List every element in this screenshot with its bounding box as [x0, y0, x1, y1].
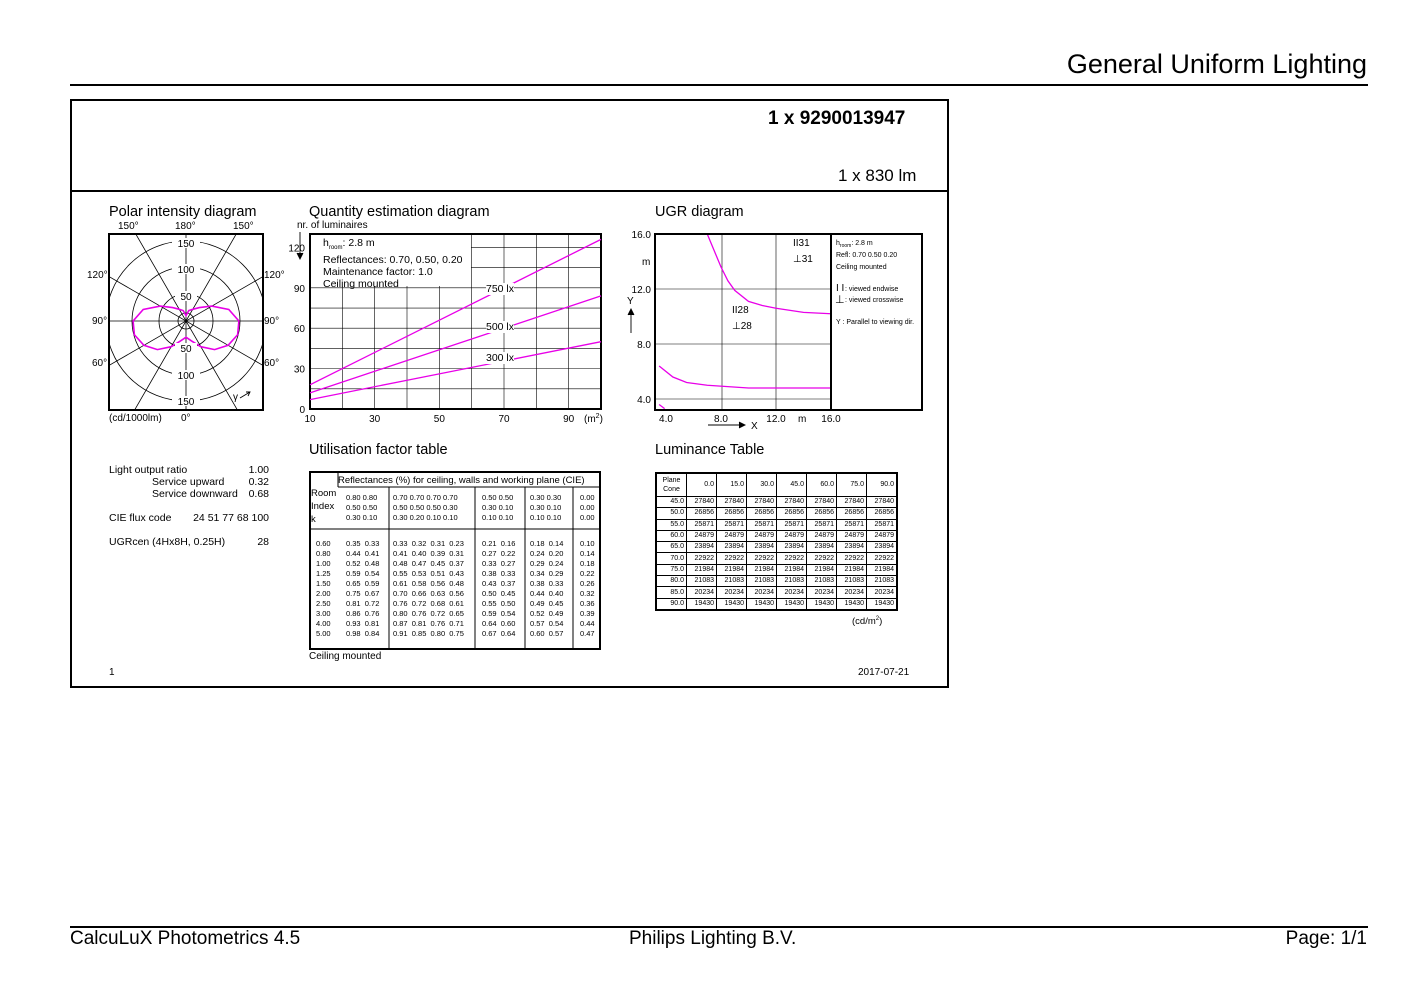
uf-cell: 0.43 0.37: [482, 579, 516, 588]
luminance-cone-cell: 90.0: [656, 598, 687, 610]
luminance-row: [656, 542, 897, 553]
uf-cell: 0.18 0.14: [530, 539, 564, 548]
uf-cell: 0.76 0.72 0.68 0.61: [393, 599, 464, 608]
luminance-value-cell: 24879: [687, 530, 717, 541]
luminance-value-cell: 21984: [717, 564, 747, 575]
panel-date: 2017-07-21: [858, 667, 910, 678]
luminance-value-cell: 20234: [687, 587, 717, 598]
polar-title: Polar intensity diagram: [109, 204, 257, 220]
uf-group-3: [482, 539, 515, 639]
luminance-table: [655, 472, 898, 611]
luminance-title: Luminance Table: [655, 442, 765, 458]
spec-label-lor: Light output ratio: [109, 464, 188, 476]
luminance-value-cell: 25871: [837, 519, 867, 530]
spec-value-cie: 24 51 77 68 100: [193, 512, 269, 524]
quantity-series-1: [310, 296, 601, 393]
luminance-value-cell: 22922: [717, 553, 747, 564]
luminance-value-cell: 19430: [837, 598, 867, 610]
luminance-row: [656, 519, 897, 530]
ugr-legend-endwise: : viewed endwise: [845, 286, 899, 293]
polar-diagram: [80, 216, 290, 428]
uf-cell: 0.64 0.60: [482, 619, 516, 628]
luminance-value-cell: 27840: [807, 497, 837, 508]
luminance-value-cell: 21984: [837, 564, 867, 575]
uf-cell: 0.36: [580, 599, 595, 608]
quantity-ytick-90: 90: [293, 283, 305, 295]
luminance-value-cell: 23894: [777, 542, 807, 553]
luminance-plane-header: 60.0: [807, 473, 837, 497]
luminance-value-cell: 26856: [837, 508, 867, 519]
luminance-value-cell: 22922: [687, 553, 717, 564]
ugr-curve-1: [659, 366, 831, 388]
uf-cell: 0.86 0.76: [346, 609, 380, 618]
luminance-value-cell: 20234: [777, 587, 807, 598]
refl-group-3: 0.50 0.50 0.30 0.10 0.10 0.10: [482, 493, 514, 522]
uf-cell: 0.52 0.49: [530, 609, 564, 618]
luminance-value-cell: 22922: [747, 553, 777, 564]
luminance-row: [656, 598, 897, 610]
luminance-value-cell: 26856: [717, 508, 747, 519]
ugr-ytick-12: 12.0: [631, 285, 651, 296]
uf-cell: 0.93 0.81: [346, 619, 380, 628]
luminance-cone-cell: 70.0: [656, 553, 687, 564]
uf-cell: 0.22: [580, 569, 595, 578]
angle-top-center: 180°: [175, 221, 196, 232]
luminance-value-cell: 27840: [867, 497, 898, 508]
uf-cell: 0.59 0.54: [346, 569, 380, 578]
up-arrow-icon: [628, 309, 634, 333]
uf-cell: 0.61 0.58 0.56 0.48: [393, 579, 464, 588]
uf-cell: 0.57 0.54: [530, 619, 564, 628]
ugr-legend-endwise-symbol: I I: [836, 283, 845, 294]
luminance-value-cell: 24879: [747, 530, 777, 541]
footer-software: CalcuLuX Photometrics 4.5: [70, 928, 301, 949]
ugr-xtick-12: 12.0: [766, 414, 786, 425]
luminance-unit: $(cd/m^2)$: [852, 616, 883, 628]
header-rule: [70, 84, 1368, 86]
series-label-500: 500 lx: [486, 321, 515, 333]
gamma-symbol: γ: [233, 392, 238, 403]
luminance-value-cell: 27840: [777, 497, 807, 508]
ring-label-50-top: 50: [180, 292, 192, 303]
luminance-row: [656, 497, 897, 508]
uf-cell: 0.47: [580, 629, 595, 638]
room-index-value: 2.00: [316, 589, 331, 598]
luminance-row: [656, 587, 897, 598]
luminance-value-cell: 23894: [837, 542, 867, 553]
luminance-value-cell: 26856: [687, 508, 717, 519]
luminance-value-cell: 22922: [837, 553, 867, 564]
uf-cell: 0.35 0.33: [346, 539, 380, 548]
luminance-plane-header: 15.0: [717, 473, 747, 497]
luminance-row: [656, 530, 897, 541]
ugr-x-axis-label: X: [751, 421, 758, 432]
panel-divider: [70, 190, 949, 192]
luminance-value-cell: 25871: [717, 519, 747, 530]
uf-cell: 0.21 0.16: [482, 539, 516, 548]
ring-label-100-bottom: 100: [177, 371, 195, 382]
uf-cell: 0.59 0.54: [482, 609, 516, 618]
series-label-300: 300 lx: [486, 352, 515, 364]
uf-cell: 0.55 0.50: [482, 599, 516, 608]
ugr-label-crosswise-28: ⊥28: [732, 321, 752, 332]
luminance-cone-cell: 60.0: [656, 530, 687, 541]
room-index-value: 2.50: [316, 599, 331, 608]
ugr-ytick-16: 16.0: [631, 230, 651, 241]
quantity-xtick-50: 50: [433, 414, 445, 425]
quantity-xtick-30: 30: [369, 414, 381, 425]
uf-cell: 0.39: [580, 609, 595, 618]
quantity-title: Quantity estimation diagram: [309, 204, 490, 220]
luminance-value-cell: 21083: [807, 576, 837, 587]
luminance-value-cell: 20234: [867, 587, 898, 598]
luminance-plane-header: 90.0: [867, 473, 898, 497]
luminance-value-cell: 21083: [837, 576, 867, 587]
info-mounting: Ceiling mounted: [323, 278, 399, 291]
uf-cell: 0.18: [580, 559, 595, 568]
luminance-value-cell: 19430: [687, 598, 717, 610]
ugr-xtick-4: 4.0: [659, 414, 673, 425]
uf-cell: 0.48 0.47 0.45 0.37: [393, 559, 464, 568]
uf-group-1: [346, 539, 379, 639]
uf-cell: 0.41 0.40 0.39 0.31: [393, 549, 464, 558]
ugr-x-unit: m: [798, 414, 807, 425]
luminance-value-cell: 25871: [747, 519, 777, 530]
uf-cell: 0.44 0.40: [530, 589, 564, 598]
uf-cell: 0.91 0.85 0.80 0.75: [393, 629, 464, 638]
room-index-value: 1.50: [316, 579, 331, 588]
uf-cell: 0.75 0.67: [346, 589, 380, 598]
uf-cell: 0.29 0.24: [530, 559, 564, 568]
ugr-chart: [620, 226, 930, 432]
luminance-cone-cell: 45.0: [656, 497, 687, 508]
ugr-label-crosswise-31: ⊥31: [793, 254, 813, 265]
quantity-ylabel: nr. of luminaires: [297, 220, 368, 231]
luminance-cone-cell: 80.0: [656, 576, 687, 587]
luminance-value-cell: 22922: [867, 553, 898, 564]
luminance-value-cell: 26856: [777, 508, 807, 519]
luminance-row: [656, 553, 897, 564]
spec-label-ugr: UGRcen (4Hx8H, 0.25H): [109, 536, 226, 548]
room-index-header: Room Index k: [311, 488, 337, 525]
uf-cell: 0.33 0.32 0.31 0.23: [393, 539, 464, 548]
luminance-cone-cell: 65.0: [656, 542, 687, 553]
quantity-x-unit: $(m^2)$: [584, 413, 603, 425]
luminance-value-cell: 23894: [717, 542, 747, 553]
refl-group-1: 0.80 0.80 0.50 0.50 0.30 0.10: [346, 493, 378, 522]
uf-cell: 0.27 0.22: [482, 549, 516, 558]
angle-right-120: 120°: [264, 270, 285, 281]
uf-cell: 0.44 0.41: [346, 549, 380, 558]
quantity-xtick-70: 70: [498, 414, 510, 425]
uf-group-4: [530, 539, 563, 639]
angle-top-right: 150°: [233, 221, 254, 232]
luminance-row: [656, 564, 897, 575]
room-index-value: 5.00: [316, 629, 331, 638]
uf-cell: 0.26: [580, 579, 595, 588]
ugr-legend-mount: Ceiling mounted: [836, 264, 887, 271]
luminance-plane-header: 75.0: [837, 473, 867, 497]
footer-company: Philips Lighting B.V.: [629, 928, 797, 949]
room-index-value: 0.80: [316, 549, 331, 558]
luminance-value-cell: 21083: [747, 576, 777, 587]
ugr-legend-refl: Refl: 0.70 0.50 0.20: [836, 252, 898, 259]
ugr-ytick-8: 8.0: [637, 340, 651, 351]
luminance-value-cell: 26856: [807, 508, 837, 519]
uf-cell: 0.80 0.76 0.72 0.65: [393, 609, 464, 618]
uf-cell: 0.65 0.59: [346, 579, 380, 588]
angle-top-left: 150°: [118, 221, 139, 232]
luminance-value-cell: 24879: [807, 530, 837, 541]
lumen-output: 1 x 830 lm: [838, 166, 917, 185]
uf-cell: 0.70 0.66 0.63 0.56: [393, 589, 464, 598]
uf-cell: 0.38 0.33: [482, 569, 516, 578]
ugr-curve-2: [659, 405, 665, 409]
uf-cell: 0.67 0.64: [482, 629, 516, 638]
luminance-row: [656, 508, 897, 519]
uf-cell: 0.52 0.48: [346, 559, 380, 568]
luminance-value-cell: 24879: [867, 530, 898, 541]
uf-cell: 0.14: [580, 549, 595, 558]
luminance-value-cell: 26856: [747, 508, 777, 519]
ring-label-50-bottom: 50: [180, 344, 192, 355]
luminance-cone-cell: 50.0: [656, 508, 687, 519]
luminance-value-cell: 21984: [687, 564, 717, 575]
luminance-value-cell: 23894: [687, 542, 717, 553]
luminance-cone-cell: 55.0: [656, 519, 687, 530]
ugr-xtick-8: 8.0: [714, 414, 728, 425]
luminance-value-cell: 21984: [867, 564, 898, 575]
uf-cell: 0.33 0.27: [482, 559, 516, 568]
uf-cell: 0.32: [580, 589, 595, 598]
luminance-plane-header: 0.0: [687, 473, 717, 497]
ring-label-100-top: 100: [177, 265, 195, 276]
luminance-value-cell: 21984: [747, 564, 777, 575]
luminance-value-cell: 25871: [867, 519, 898, 530]
uf-cell: 0.44: [580, 619, 595, 628]
luminance-value-cell: 19430: [807, 598, 837, 610]
luminance-value-cell: 27840: [687, 497, 717, 508]
uf-cell: 0.38 0.33: [530, 579, 564, 588]
luminance-plane-header: 30.0: [747, 473, 777, 497]
quantity-ytick-60: 60: [293, 324, 305, 336]
angle-right-60: 60°: [264, 358, 280, 369]
quantity-ytick-0: 0: [299, 405, 305, 416]
luminance-row: [656, 576, 897, 587]
panel-page-number: 1: [109, 667, 115, 678]
luminance-value-cell: 20234: [837, 587, 867, 598]
uf-cell: 0.81 0.72: [346, 599, 380, 608]
luminance-plane-header: 45.0: [777, 473, 807, 497]
quantity-ytick-120: 120: [288, 243, 305, 255]
uf-cell: 0.24 0.20: [530, 549, 564, 558]
uf-cell: 0.34 0.29: [530, 569, 564, 578]
uf-cell: 0.10: [580, 539, 595, 548]
luminance-value-cell: 24879: [837, 530, 867, 541]
luminance-value-cell: 22922: [807, 553, 837, 564]
luminance-value-cell: 21984: [777, 564, 807, 575]
luminance-cone-cell: 85.0: [656, 587, 687, 598]
info-maintenance: Maintenance factor: 1.0: [323, 266, 433, 279]
ugr-y-unit: m: [642, 257, 651, 268]
luminance-value-cell: 24879: [777, 530, 807, 541]
ugr-legend-crosswise-symbol: ⊥: [835, 294, 845, 306]
luminance-value-cell: 27840: [837, 497, 867, 508]
quantity-xtick-90: 90: [563, 414, 575, 425]
luminance-value-cell: 20234: [717, 587, 747, 598]
spec-value-lor: 1.00: [248, 464, 269, 476]
quantity-ytick-30: 30: [293, 364, 305, 376]
room-index-value: 0.60: [316, 539, 331, 548]
refl-group-2: 0.70 0.70 0.70 0.70 0.50 0.50 0.50 0.30 0.30 0.20 0.10 0.10: [393, 493, 458, 522]
luminance-value-cell: 21083: [867, 576, 898, 587]
luminance-value-cell: 24879: [717, 530, 747, 541]
product-code: 1 x 9290013947: [768, 108, 906, 129]
uf-cell: 0.87 0.81 0.76 0.71: [393, 619, 464, 628]
spec-value-down: 0.68: [248, 488, 269, 500]
uf-cell: 0.55 0.53 0.51 0.43: [393, 569, 464, 578]
luminance-value-cell: 25871: [687, 519, 717, 530]
luminance-value-cell: 26856: [867, 508, 898, 519]
refl-group-5: 0.00 0.00 0.00: [580, 493, 595, 522]
ugr-title: UGR diagram: [655, 204, 744, 220]
utilisation-footer: Ceiling mounted: [309, 651, 382, 662]
luminance-value-cell: 23894: [867, 542, 898, 553]
luminance-value-cell: 23894: [807, 542, 837, 553]
luminance-value-cell: 21083: [687, 576, 717, 587]
ugr-legend-crosswise: : viewed crosswise: [845, 297, 904, 304]
room-index-value: 4.00: [316, 619, 331, 628]
ring-label-150-bottom: 150: [177, 397, 195, 408]
luminance-value-cell: 25871: [777, 519, 807, 530]
gamma-arrow-icon: [240, 392, 250, 398]
utilisation-title: Utilisation factor table: [309, 442, 448, 458]
footer-page: Page: 1/1: [1285, 928, 1367, 949]
luminance-value-cell: 19430: [747, 598, 777, 610]
luminance-corner-header: Plane Cone: [656, 473, 687, 497]
uf-group-5: [580, 539, 595, 639]
luminance-value-cell: 20234: [747, 587, 777, 598]
spec-value-up: 0.32: [248, 476, 269, 488]
info-room-height: $h_{room}$: 2.8 m: [323, 237, 375, 252]
room-index-value: 3.00: [316, 609, 331, 618]
room-index-value: 1.25: [316, 569, 331, 578]
quantity-series-2: [310, 342, 601, 400]
document-title: General Uniform Lighting: [1066, 49, 1367, 79]
ugr-legend-parallel: Y : Parallel to viewing dir.: [836, 319, 915, 326]
angle-left-60: 60°: [92, 358, 108, 369]
quantity-info-box: [311, 235, 471, 291]
ugr-curve-0: [707, 234, 831, 314]
luminance-value-cell: 20234: [807, 587, 837, 598]
ugr-y-axis-label: Y: [627, 296, 634, 307]
utilisation-caption: Reflectances (%) for ceiling, walls and working plane (CIE): [338, 475, 585, 486]
ugr-label-endwise-31: II31: [793, 238, 810, 249]
luminance-value-cell: 23894: [747, 542, 777, 553]
ring-label-150-top: 150: [177, 239, 195, 250]
ugr-legend-height: $h_{room}$: 2.8 m: [836, 240, 873, 249]
luminance-value-cell: 21083: [777, 576, 807, 587]
uf-group-2: [393, 539, 464, 639]
luminance-value-cell: 25871: [807, 519, 837, 530]
uf-cell: 0.49 0.45: [530, 599, 564, 608]
luminance-value-cell: 19430: [717, 598, 747, 610]
room-index-value: 1.00: [316, 559, 331, 568]
ugr-label-endwise-28: II28: [732, 305, 749, 316]
quantity-xtick-10: 10: [304, 414, 316, 425]
angle-right-90: 90°: [264, 316, 280, 327]
uf-cell: 0.98 0.84: [346, 629, 380, 638]
luminance-value-cell: 21984: [807, 564, 837, 575]
spec-value-ugr: 28: [257, 536, 269, 548]
luminance-value-cell: 22922: [777, 553, 807, 564]
spec-label-down: Service downward: [152, 488, 238, 500]
uf-cell: 0.50 0.45: [482, 589, 516, 598]
spec-label-up: Service upward: [152, 476, 225, 488]
uf-cell: 0.60 0.57: [530, 629, 564, 638]
info-reflectances: Reflectances: 0.70, 0.50, 0.20: [323, 254, 463, 267]
polar-unit: (cd/1000lm): [109, 413, 162, 424]
luminance-value-cell: 19430: [777, 598, 807, 610]
angle-left-120: 120°: [87, 270, 108, 281]
ugr-ytick-4: 4.0: [637, 395, 651, 406]
polar-angle-bottom: 0°: [181, 413, 191, 424]
angle-left-90: 90°: [92, 316, 108, 327]
series-label-750: 750 lx: [486, 283, 515, 295]
room-index-column: [316, 539, 331, 639]
luminance-value-cell: 27840: [747, 497, 777, 508]
spec-label-cie: CIE flux code: [109, 512, 172, 524]
ugr-xtick-16: 16.0: [821, 414, 841, 425]
luminance-value-cell: 27840: [717, 497, 747, 508]
luminance-cone-cell: 75.0: [656, 564, 687, 575]
luminance-value-cell: 21083: [717, 576, 747, 587]
refl-group-4: 0.30 0.30 0.30 0.10 0.10 0.10: [530, 493, 562, 522]
luminance-value-cell: 19430: [867, 598, 898, 610]
